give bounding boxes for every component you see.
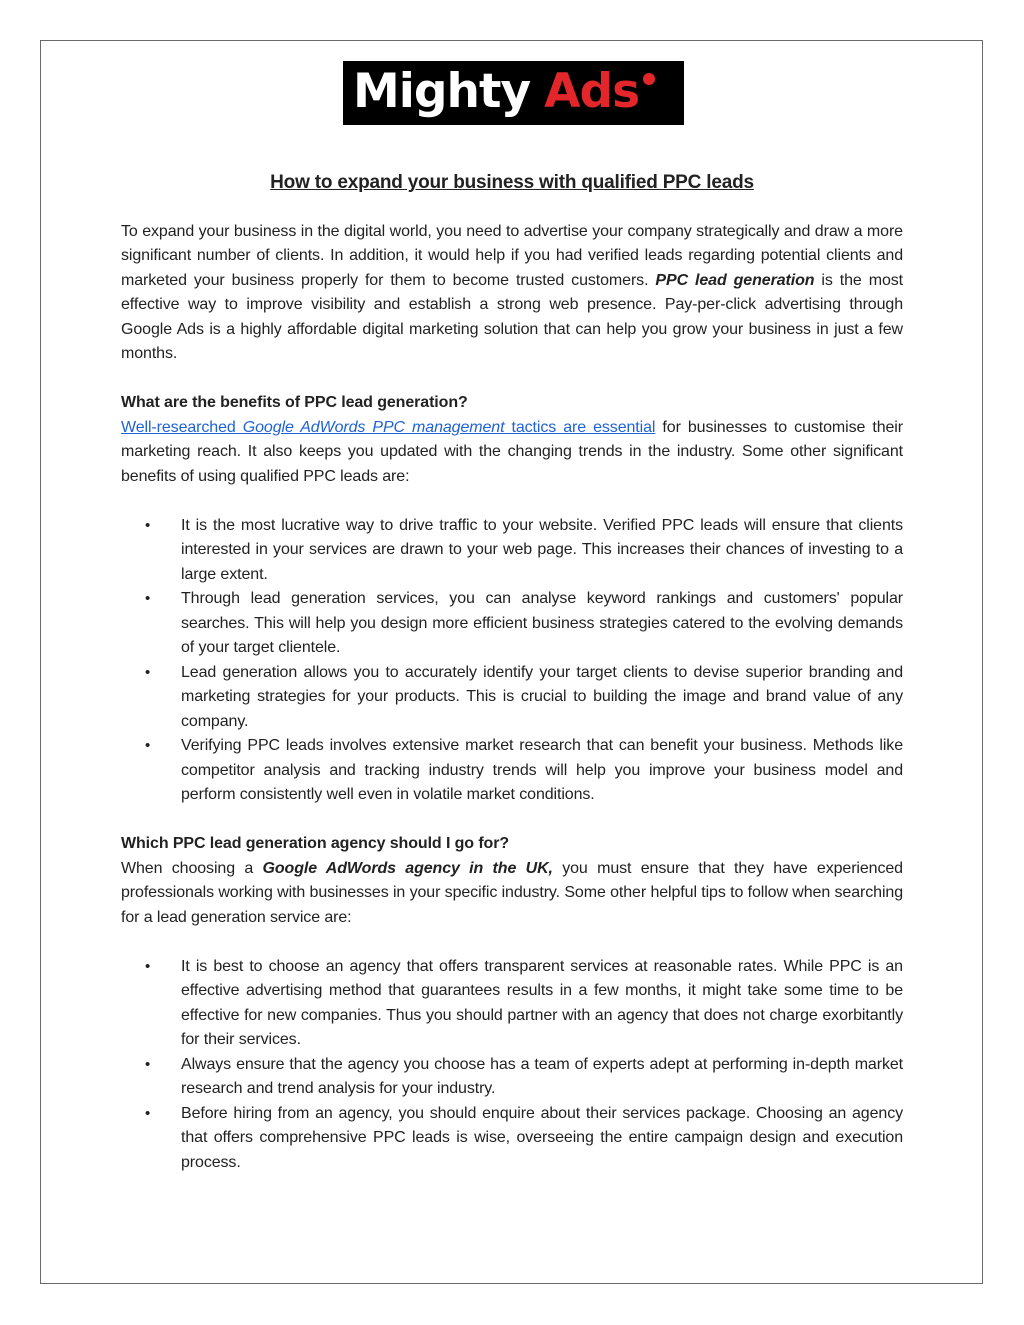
mighty-ads-logo — [343, 61, 684, 125]
list-item — [145, 955, 903, 1053]
list-item-text: It is the most lucrative way to drive traffic to your website. Verified PPC leads will ensure that clients interested in your services are drawn to your web page. This increases their chances of investing to a large extent. — [181, 516, 903, 583]
link-italic: Google AdWords PPC management — [242, 418, 505, 436]
logo-word-mighty: Mighty — [353, 63, 531, 119]
intro-paragraph — [121, 220, 903, 367]
adwords-management-link[interactable] — [121, 419, 655, 436]
benefits-text: for businesses to customise their marketing reach. It also keeps you updated with the changing trends in the industry. Some other significant benefits of using qualified PPC leads are: — [121, 418, 903, 485]
bullet-icon: • — [145, 957, 151, 975]
link-prefix: Well-researched — [121, 418, 243, 436]
list-item — [145, 514, 903, 588]
intro-text-2: is the most effective way to improve visibility and establish a strong web presence. Pay-per-click advertising through Google Ads is a highly affordable digital marketing solution that can help you grow your business in just a few months. — [121, 271, 903, 363]
list-item-text: Verifying PPC leads involves extensive market research that can benefit your business. Methods like competitor analysis and tracking industry trends will help you improve your business model and perform consistently well even in volatile market conditions. — [181, 737, 903, 804]
bullet-icon: • — [145, 663, 151, 681]
logo-dot-icon — [643, 73, 655, 85]
intro-emphasis: PPC lead generation — [655, 271, 815, 289]
list-item-text: It is best to choose an agency that offers transparent services at reasonable rates. While PPC is an effective advertising method that guarantees results in a few months, it might take some time to be effective for new companies. Thus you should partner with an agency that does not charge exorbitantly for their services. — [181, 957, 903, 1049]
list-item — [145, 1102, 903, 1176]
intro-text-1: To expand your business in the digital world, you need to advertise your company strategically and draw a more significant number of clients. In addition, it would help if you had verified leads regarding potential clients and marketed your business properly for them to become trusted customers. — [121, 222, 903, 289]
agency-text-after: you must ensure that they have experienced professionals working with businesses in your specific industry. Some other helpful tips to follow when searching for a lead generation service are: — [121, 859, 903, 926]
bullet-icon: • — [145, 737, 151, 755]
list-item — [145, 1053, 903, 1102]
bullet-icon: • — [145, 1104, 151, 1122]
list-item-text: Lead generation allows you to accurately identify your target clients to devise superior branding and marketing strategies for your products. This is crucial to building the image and brand value of any company. — [181, 663, 903, 730]
link-suffix: tactics are essential — [504, 418, 656, 436]
bullet-icon: • — [145, 590, 151, 608]
list-item — [145, 587, 903, 661]
agency-tips-list — [121, 955, 903, 1176]
agency-heading: Which PPC lead generation agency should I go for? — [121, 835, 510, 853]
list-item — [145, 734, 903, 808]
list-item-text: Through lead generation services, you can analyse keyword rankings and customers' popular searches. This will help you design more efficient business strategies catered to the evolving demands of your target clientele. — [181, 590, 903, 657]
agency-emphasis: Google AdWords agency in the UK, — [262, 859, 553, 877]
bullet-icon: • — [145, 1055, 151, 1073]
logo-word-ads: Ads — [544, 63, 640, 119]
list-item — [145, 661, 903, 735]
list-item-text: Before hiring from an agency, you should enquire about their services package. Choosing an agency that offers comprehensive PPC leads is wise, overseeing the entire campaign design and execution process. — [181, 1104, 903, 1171]
document-title: How to expand your business with qualified PPC leads — [270, 172, 754, 193]
list-item-text: Always ensure that the agency you choose has a team of experts adept at performing in-depth market research and trend analysis for your industry. — [181, 1055, 903, 1098]
benefits-heading: What are the benefits of PPC lead generation? — [121, 394, 468, 412]
agency-text-before: When choosing a — [121, 859, 263, 877]
agency-paragraph — [121, 857, 903, 931]
benefits-paragraph — [121, 416, 903, 490]
document-body — [121, 170, 903, 1200]
benefits-list — [121, 514, 903, 808]
bullet-icon: • — [145, 516, 151, 534]
